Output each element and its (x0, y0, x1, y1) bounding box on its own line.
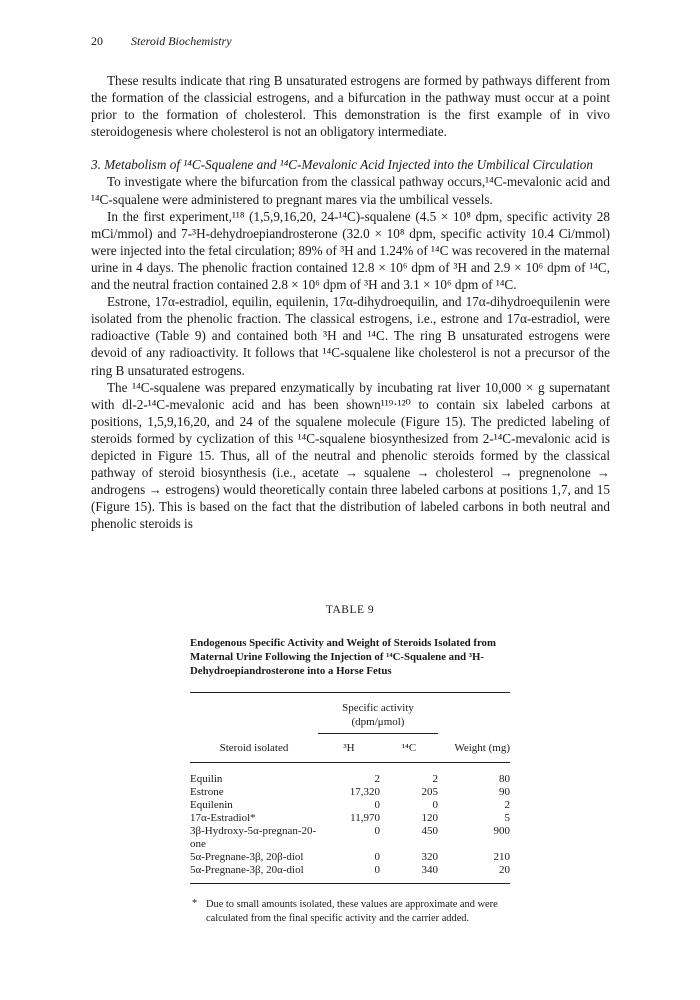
data-table (190, 692, 510, 884)
table-row: 17α-Estradiol* 11,970 120 5 (190, 812, 510, 824)
table-row: Estrone 17,320 205 90 (190, 786, 510, 798)
table-row: 5α-Pregnane-3β, 20α-diol 0 340 20 (190, 864, 510, 884)
table-caption: Endogenous Specific Activity and Weight of Steroids Isolated from Maternal Urine Following the Injection of ¹⁴C-Squalene and ³H-Dehydroepiandrosterone into a Horse Fetus (190, 637, 496, 677)
footnote-mark: * (192, 898, 198, 909)
table-footnote (190, 898, 510, 926)
table-row: 5α-Pregnane-3β, 20β-diol 0 320 210 (190, 851, 510, 863)
group-header: Specific activity (dpm/μmol) (318, 693, 438, 734)
paragraph-4: Estrone, 17α-estradiol, equilin, equilenin, 17α-dihydroequilin, and 17α-dihydroequilenin were isolated from the phenolic fraction. The classical estrogens, i.e., estrone and 17α-estradiol, were radioactive (Table 9) and contained both ³H and ¹⁴C. The ring B unsaturated estrogens were devoid of any radioactivity. It follows that ¹⁴C-squalene like cholesterol is not a precursor of the ring B unsaturated estrogens. (91, 294, 610, 378)
col-weight: Weight (mg) (454, 741, 510, 754)
table-9 (190, 604, 510, 926)
table-row: 3β-Hydroxy-5α-pregnan-20-one 0 450 900 (190, 825, 510, 850)
page-header (91, 34, 232, 49)
page-number: 20 (91, 34, 103, 48)
paragraph-1: These results indicate that ring B unsaturated estrogens are formed by pathways different from the formation of the classicial estrogens, and a bifurcation in the pathway must occur at a point prior to the formation of cholesterol. This demonstration is the first example of in vivo steroidogenesis where cholesterol is not an obligatory intermediate. (91, 73, 610, 140)
footnote-text: Due to small amounts isolated, these values are approximate and were calculated from the final specific activity and the carrier added. (206, 899, 498, 924)
col-steroid: Steroid isolated (219, 741, 289, 754)
table-title: TABLE 9 (325, 604, 375, 616)
section-heading: 3. Metabolism of ¹⁴C-Squalene and ¹⁴C-Mevalonic Acid Injected into the Umbilical Circulation (91, 157, 593, 173)
col-c14: ¹⁴C (401, 742, 417, 754)
paragraph-3: In the first experiment,¹¹⁸ (1,5,9,16,20, 24-¹⁴C)-squalene (4.5 × 10⁸ dpm, specific activity 28 mCi/mmol) and 7-³H-dehydroepiandrosterone (32.0 × 10⁸ dpm, specific activity 10.4 Ci/mmol) were injected into the fetal circulation; 89% of ³H and 1.24% of ¹⁴C was recovered in the maternal urine in 4 days. The phenolic fraction contained 12.8 × 10⁶ dpm of ³H and 2.9 × 10⁶ dpm of ¹⁴C, and the neutral fraction contained 2.8 × 10⁶ dpm of ³H and 3.1 × 10⁶ dpm of ¹⁴C. (91, 208, 610, 293)
paragraph-5: The ¹⁴C-squalene was prepared enzymatically by incubating rat liver 10,000 × g supernatant with dl-2-¹⁴C-mevalonic acid and has been shown¹¹⁹·¹²⁰ to contain six labeled carbons at positions, 1,5,9,16,20, and 24 of the squalene molecule (Figure 15). The predicted labeling of steroids formed by cyclization of this ¹⁴C-squalene biosynthesized from 2-¹⁴C-mevalonic acid is depicted in Figure 15. Thus, all of the neutral and phenolic steroids formed by the classical pathway of steroid biosynthesis (i.e., acetate → squalene → cholesterol → pregnenolone → androgens → estrogens) would theoretically contain three labeled carbons at positions 1,7, and 15 (Figure 15). This is based on the fact that the distribution of labeled carbons in both neutral and phenolic steroids is (91, 379, 610, 532)
running-title: Steroid Biochemistry (131, 34, 232, 48)
table-row: Equilin 2 2 80 (190, 773, 510, 785)
col-h3: ³H (343, 742, 355, 754)
table-row: Equilenin 0 0 2 (190, 799, 510, 811)
body-text (91, 72, 610, 532)
paragraph-2: To investigate where the bifurcation from the classical pathway occurs,¹⁴C-mevalonic acid and ¹⁴C-squalene were administered to pregnant mares via the umbilical vessels. (91, 174, 610, 207)
